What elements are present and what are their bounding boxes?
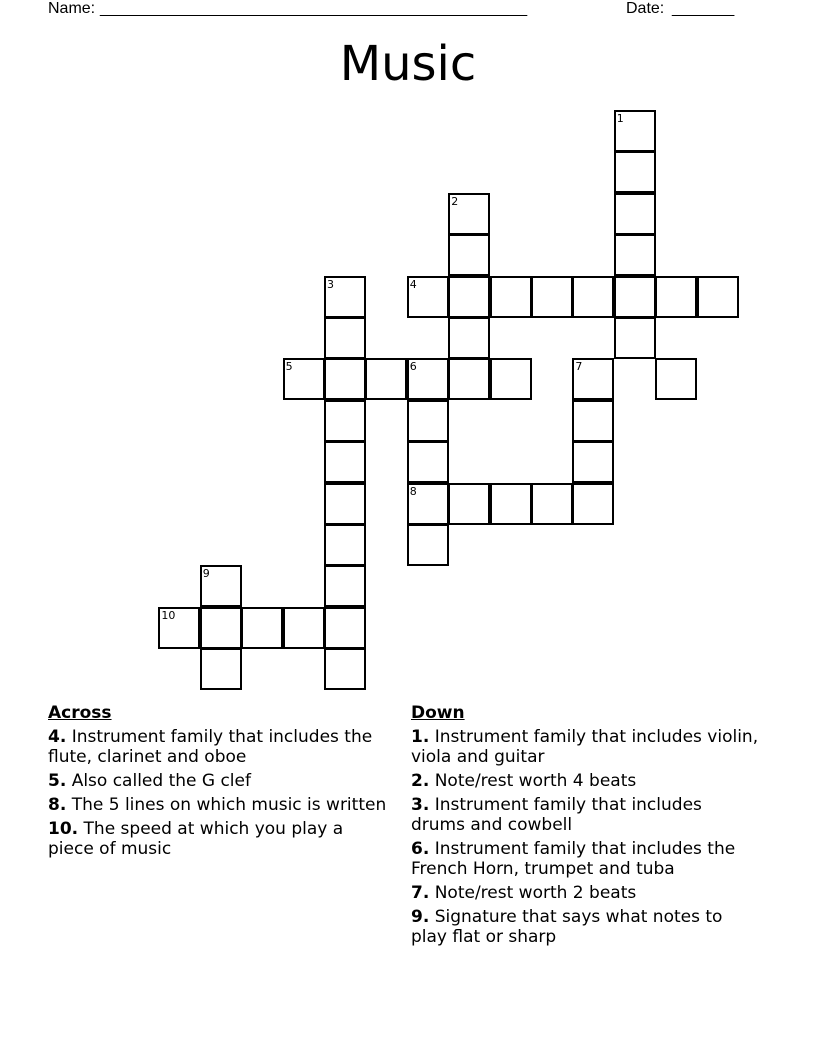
crossword-cell[interactable]: [614, 276, 656, 318]
crossword-cell[interactable]: [324, 565, 366, 607]
crossword-cell[interactable]: [614, 234, 656, 276]
crossword-cell[interactable]: [448, 276, 490, 318]
crossword-cell[interactable]: [158, 607, 200, 649]
across-clues: [48, 703, 388, 863]
across-clue: [48, 795, 388, 815]
clue-text: Instrument family that includes violin, viola and guitar: [411, 727, 759, 767]
crossword-cell[interactable]: [531, 483, 573, 525]
cell-number: 1: [616, 112, 624, 125]
crossword-cell[interactable]: [531, 276, 573, 318]
crossword-cell[interactable]: [572, 441, 614, 483]
crossword-cell[interactable]: [614, 110, 656, 152]
crossword-cell[interactable]: [324, 607, 366, 649]
clue-text: Instrument family that includes drums and cowbell: [411, 795, 702, 835]
crossword-cell[interactable]: [614, 193, 656, 235]
down-clue: [411, 883, 761, 903]
crossword-cell[interactable]: [572, 483, 614, 525]
crossword-cell[interactable]: [490, 276, 532, 318]
down-heading: Down: [411, 703, 465, 723]
cell-number: 10: [161, 608, 176, 622]
down-clue: [411, 795, 761, 835]
crossword-cell[interactable]: [324, 483, 366, 525]
crossword-cell[interactable]: [655, 276, 697, 318]
down-clues: [411, 703, 761, 951]
clue-number: 6.: [411, 839, 430, 859]
clue-number: 1.: [411, 727, 430, 747]
crossword-cell[interactable]: [448, 358, 490, 400]
crossword-cell[interactable]: [407, 524, 449, 566]
cell-number: 4: [409, 277, 417, 291]
date-field[interactable]: _______: [672, 0, 735, 17]
crossword-cell[interactable]: [655, 358, 697, 400]
crossword-cell[interactable]: [200, 607, 242, 649]
crossword-cell[interactable]: [448, 483, 490, 525]
page-title: Music: [339, 36, 477, 92]
down-clue: [411, 839, 761, 879]
crossword-cell[interactable]: [324, 317, 366, 359]
clue-number: 2.: [411, 771, 430, 791]
crossword-cell[interactable]: [490, 358, 532, 400]
crossword-cell[interactable]: [448, 234, 490, 276]
crossword-cell[interactable]: [407, 400, 449, 442]
crossword-cell[interactable]: [490, 483, 532, 525]
crossword-cell[interactable]: [324, 400, 366, 442]
clue-text: The speed at which you play a piece of music: [48, 819, 344, 859]
crossword-cell[interactable]: [324, 358, 366, 400]
date-label: Date:: [626, 0, 665, 17]
down-clue: [411, 907, 761, 947]
clue-text: Note/rest worth 4 beats: [429, 771, 637, 791]
clue-number: 4.: [48, 727, 67, 747]
crossword-cell[interactable]: [241, 607, 283, 649]
cell-number: 8: [409, 484, 417, 498]
crossword-cell[interactable]: [572, 400, 614, 442]
crossword-cell[interactable]: [365, 358, 407, 400]
crossword-cell[interactable]: [200, 648, 242, 690]
clue-number: 10.: [48, 819, 79, 839]
cell-number: 2: [451, 194, 459, 208]
across-heading: Across: [48, 703, 112, 723]
crossword-cell[interactable]: [614, 317, 656, 359]
crossword-cell[interactable]: [407, 483, 449, 525]
clue-number: 8.: [48, 795, 67, 815]
crossword-cell[interactable]: [614, 151, 656, 193]
clue-number: 9.: [411, 907, 430, 927]
clue-number: 7.: [411, 883, 430, 903]
clue-text: Also called the G clef: [66, 771, 251, 791]
crossword-cell[interactable]: [407, 441, 449, 483]
clue-number: 3.: [411, 795, 430, 815]
clue-text: Instrument family that includes the French Horn, trumpet and tuba: [411, 839, 736, 879]
crossword-cell[interactable]: [448, 317, 490, 359]
clue-text: Signature that says what notes to play flat or sharp: [411, 907, 723, 947]
down-clue: [411, 727, 761, 767]
crossword-cell[interactable]: [283, 607, 325, 649]
across-clue: [48, 771, 388, 791]
across-clue: [48, 819, 388, 859]
clue-text: The 5 lines on which music is written: [66, 795, 387, 815]
crossword-cell[interactable]: [572, 358, 614, 400]
cell-number: 5: [285, 360, 293, 374]
down-clue: [411, 771, 761, 791]
crossword-cell[interactable]: [324, 441, 366, 483]
clue-number: 5.: [48, 771, 67, 791]
crossword-cell[interactable]: [448, 193, 490, 235]
name-label: Name:: [48, 0, 96, 17]
cell-number: 6: [409, 360, 417, 374]
cell-number: 7: [575, 360, 583, 374]
cell-number: 3: [327, 277, 334, 291]
crossword-cell[interactable]: [200, 565, 242, 607]
clue-text: Note/rest worth 2 beats: [429, 883, 637, 903]
across-clue: [48, 727, 388, 767]
crossword-cell[interactable]: [407, 358, 449, 400]
name-field[interactable]: ________________________________________________: [100, 0, 528, 17]
clue-text: Instrument family that includes the flute, clarinet and oboe: [48, 727, 373, 767]
crossword-cell[interactable]: [407, 276, 449, 318]
crossword-cell[interactable]: [572, 276, 614, 318]
crossword-cell[interactable]: [324, 524, 366, 566]
crossword-cell[interactable]: [283, 358, 325, 400]
cell-number: 9: [202, 567, 210, 581]
crossword-cell[interactable]: [324, 276, 366, 318]
crossword-cell[interactable]: [697, 276, 739, 318]
crossword-cell[interactable]: [324, 648, 366, 690]
